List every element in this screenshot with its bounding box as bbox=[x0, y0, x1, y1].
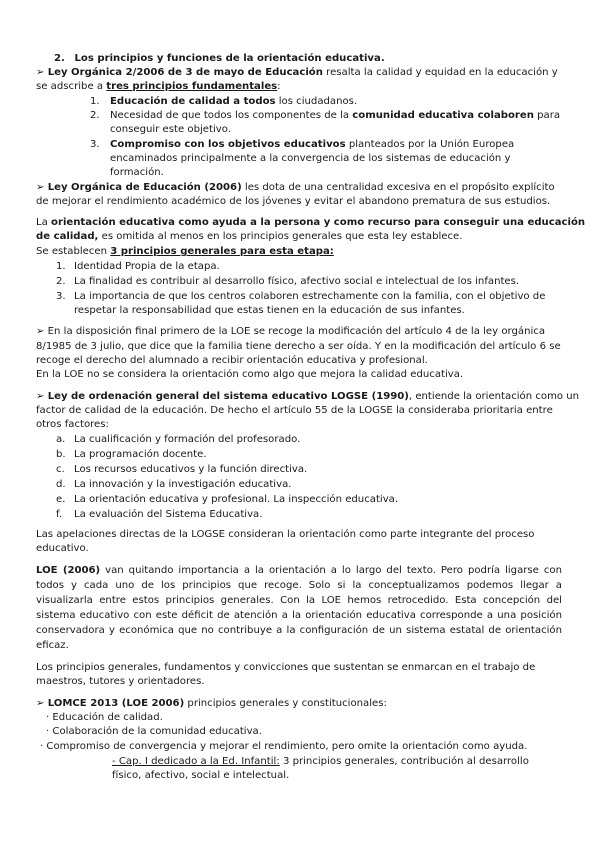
factor-letter: b. bbox=[56, 449, 66, 460]
arrow-bullet-icon: ➢ bbox=[36, 391, 45, 402]
factor-letter: e. bbox=[56, 494, 66, 505]
cap-line-1: - Cap. I dedicado a la Ed. Infantil: 3 principios generales, contribución al desarrollo bbox=[112, 756, 529, 767]
list-item-text: La importancia de que los centros colaboren estrechamente con la familia, con el objetivo de bbox=[74, 291, 546, 302]
list-item-text-cont: respetar la responsabilidad que estas tienen en la educación de sus infantes. bbox=[74, 305, 465, 316]
loe-paragraph-line-5: conservadora y económica que no contribuye a la configuración de un sistema estatal de orientación bbox=[36, 625, 562, 636]
orientation-line-2: de calidad, es omitida al menos en los principios generales que esta ley establece. bbox=[36, 231, 463, 242]
principles-label: tres principios fundamentales bbox=[106, 81, 278, 92]
loe-paragraph-line-4: sistema educativo con este déficit de atención a la orientación educativa corresponde a una posición bbox=[36, 610, 562, 621]
factor-letter: a. bbox=[56, 434, 66, 445]
list-item: 2. bbox=[90, 110, 100, 121]
section-number: 2. bbox=[54, 53, 65, 64]
list-item-text: Identidad Propia de la etapa. bbox=[74, 261, 220, 272]
final-disposition-line-4: En la LOE no se considera la orientación como algo que mejora la calidad educativa. bbox=[36, 369, 464, 380]
list-item: 1. bbox=[90, 96, 100, 107]
principles-general-line-1: Los principios generales, fundamentos y convicciones que sustentan se enmarcan en el trabajo de bbox=[36, 662, 536, 673]
list-item-text: Educación de calidad a todos los ciudadanos. bbox=[110, 96, 358, 107]
arrow-bullet-icon: ➢ bbox=[36, 182, 45, 193]
loe-paragraph-line-3: visualizarla entre estos principios generales. Con la LOE hemos retrocedido. Esta concepción del bbox=[36, 595, 562, 606]
list-item-text-cont: encaminados principalmente a la convergencia de los sistemas de educación y bbox=[110, 153, 511, 164]
stage-principles-label: 3 principios generales para esta etapa: bbox=[110, 246, 334, 257]
final-disposition-line-2: 8/1985 de 3 julio, que dice que la familia tiene derecho a ser oída. Y en la modificación del artículo 6 se bbox=[36, 341, 561, 352]
loe-2006-law-name: Ley Orgánica 2/2006 de 3 de mayo de Educación bbox=[47, 67, 323, 78]
factor-letter: d. bbox=[56, 479, 66, 490]
list-item-text-cont: conseguir este objetivo. bbox=[110, 124, 231, 135]
final-disposition-line-3: recoge el derecho del alumnado a recibir orientación educativa y profesional. bbox=[36, 355, 428, 366]
arrow-bullet-icon: ➢ bbox=[36, 67, 45, 78]
loe-paragraph-line-6: eficaz. bbox=[36, 640, 69, 651]
lomce-line-1: ➢ LOMCE 2013 (LOE 2006) principios generales y constitucionales: bbox=[36, 698, 387, 709]
logse-appeal-line-2: educativo. bbox=[36, 543, 89, 554]
cap-line-2: físico, afectivo, social e intelectual. bbox=[112, 770, 290, 781]
loe-2006-b-line-1: ➢ Ley Orgánica de Educación (2006) les dota de una centralidad excesiva en el propósito explícito bbox=[36, 182, 555, 193]
factor-letter: f. bbox=[56, 509, 63, 520]
logse-line-1: ➢ Ley de ordenación general del sistema educativo LOGSE (1990), entiende la orientación como un bbox=[36, 391, 580, 402]
factor-item: Los recursos educativos y la función directiva. bbox=[74, 464, 308, 475]
factor-item: La innovación y la investigación educativa. bbox=[74, 479, 292, 490]
loe-2006-line-2: se adscribe a tres principios fundamentales: bbox=[36, 81, 281, 92]
list-item: 2. bbox=[56, 276, 66, 287]
lomce-bullet: · Compromiso de convergencia y mejorar el rendimiento, pero omite la orientación como ayuda. bbox=[40, 741, 528, 752]
factor-item: La programación docente. bbox=[74, 449, 207, 460]
arrow-bullet-icon: ➢ bbox=[36, 326, 45, 337]
orientation-line-1: La orientación educativa como ayuda a la persona y como recurso para conseguir una educación bbox=[36, 217, 586, 228]
factor-item: La cualificación y formación del profesorado. bbox=[74, 434, 301, 445]
loe-paragraph-line-2: todos y cada uno de los principios que recoge. Solo si la conceptualizamos podemos llegar a bbox=[36, 580, 562, 591]
list-item-text: Necesidad de que todos los componentes de la comunidad educativa colaboren para bbox=[110, 110, 561, 121]
factor-item: La evaluación del Sistema Educativa. bbox=[74, 509, 263, 520]
final-disposition-line-1: ➢ En la disposición final primero de la LOE se recoge la modificación del artículo 4 de la ley orgánica bbox=[36, 326, 546, 337]
section-heading bbox=[54, 52, 385, 66]
arrow-bullet-icon: ➢ bbox=[36, 698, 45, 709]
loe-paragraph-line-1: LOE (2006) van quitando importancia a la orientación a lo largo del texto. Pero podría ligarse con bbox=[36, 565, 562, 576]
logse-appeal-line-1: Las apelaciones directas de la LOGSE consideran la orientación como parte integrante del proceso bbox=[36, 529, 535, 540]
list-item-text: La finalidad es contribuir al desarrollo físico, afectivo social e intelectual de los infantes. bbox=[74, 276, 520, 287]
cap-label: - Cap. I dedicado a la Ed. Infantil: bbox=[112, 756, 280, 767]
list-item-text-cont: formación. bbox=[110, 167, 164, 178]
factor-item: La orientación educativa y profesional. La inspección educativa. bbox=[74, 494, 399, 505]
loe-2006-b-line-2: de mejorar el rendimiento académico de los jóvenes y evitar el abandono prematura de sus estudios. bbox=[36, 196, 551, 207]
section-title: Los principios y funciones de la orientación educativa. bbox=[74, 53, 385, 64]
logse-line-3: otros factores: bbox=[36, 419, 109, 430]
list-item: 1. bbox=[56, 261, 66, 272]
loe-2006-line-1: ➢ Ley Orgánica 2/2006 de 3 de mayo de Educación resalta la calidad y equidad en la educación y bbox=[36, 67, 558, 78]
lomce-bullet: · Educación de calidad. bbox=[46, 712, 163, 723]
factor-letter: c. bbox=[56, 464, 65, 475]
principles-general-line-2: maestros, tutores y orientadores. bbox=[36, 676, 205, 687]
list-item: 3. bbox=[90, 139, 100, 150]
list-item: 3. bbox=[56, 291, 66, 302]
lomce-bullet: · Colaboración de la comunidad educativa. bbox=[46, 726, 262, 737]
list-item-text: Compromiso con los objetivos educativos planteados por la Unión Europea bbox=[110, 139, 515, 150]
logse-line-2: factor de calidad de la educación. De hecho el artículo 55 de la LOGSE la consideraba prioritaria entre bbox=[36, 405, 553, 416]
orientation-line-3: Se establecen 3 principios generales para esta etapa: bbox=[36, 246, 334, 257]
